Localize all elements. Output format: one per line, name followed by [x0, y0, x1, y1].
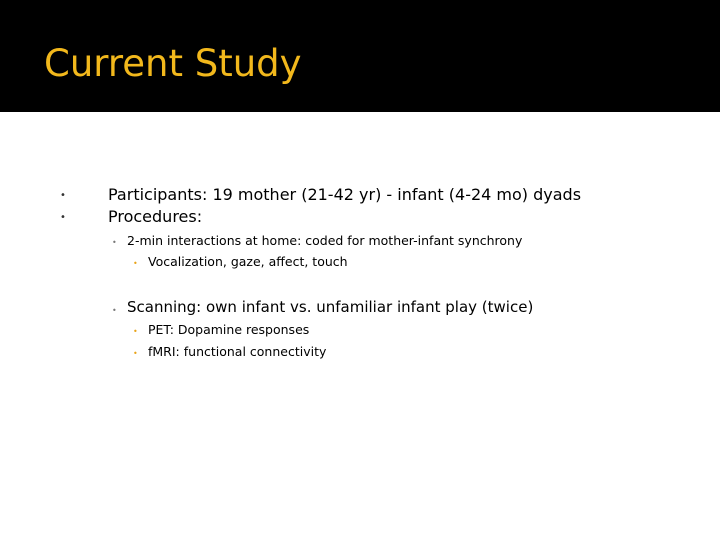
- bullet-icon: •: [60, 212, 66, 223]
- bullet-icon: •: [133, 349, 138, 358]
- sub-item-text: Vocalization, gaze, affect, touch: [148, 254, 348, 269]
- sub-item-text: fMRI: functional connectivity: [148, 344, 327, 359]
- sub-item-text: PET: Dopamine responses: [148, 322, 310, 337]
- bullet-icon: •: [112, 306, 117, 315]
- bullet-icon: •: [133, 259, 138, 268]
- sub-item-text: Scanning: own infant vs. unfamiliar infant play (twice): [127, 298, 534, 316]
- slide-title: Current Study: [44, 42, 302, 85]
- bullet-icon: •: [133, 327, 138, 336]
- bullet-text: Participants: 19 mother (21-42 yr) - infant (4-24 mo) dyads: [108, 185, 582, 204]
- bullet-icon: •: [112, 238, 117, 247]
- bullet-text: Procedures:: [108, 207, 203, 226]
- sub-item-text: 2-min interactions at home: coded for mother-infant synchrony: [127, 233, 523, 248]
- bullet-icon: •: [60, 190, 66, 201]
